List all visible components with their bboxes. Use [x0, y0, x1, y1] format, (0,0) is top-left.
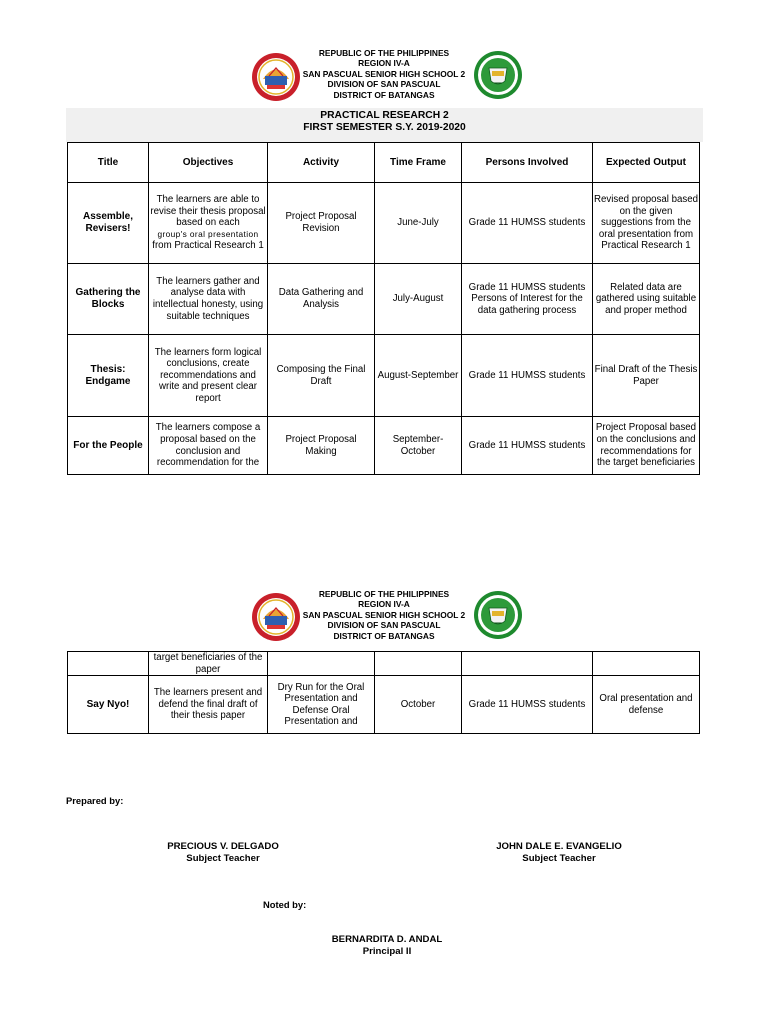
header-time-frame: Time Frame: [375, 143, 462, 183]
header-objectives: Objectives: [149, 143, 268, 183]
header-line: DISTRICT OF BATANGAS: [333, 89, 435, 100]
table-header-row: [68, 143, 700, 183]
header-line: REPUBLIC OF THE PHILIPPINES: [318, 589, 450, 599]
signatory-teacher-2: [459, 841, 659, 864]
table-row: [68, 183, 700, 264]
row-title: Gathering the Blocks: [68, 264, 149, 335]
row-time-frame: October: [375, 676, 462, 734]
objectives-text: from Practical Research 1: [152, 240, 264, 252]
row-persons: [462, 652, 593, 676]
noted-by-label: Noted by:: [263, 899, 307, 910]
row-activity: [268, 652, 375, 676]
prepared-by-label: Prepared by:: [66, 795, 124, 806]
header-expected-output: Expected Output: [593, 143, 700, 183]
header-line: SAN PASCUAL SENIOR HIGH SCHOOL 2: [302, 609, 466, 620]
signatory-name: JOHN DALE E. EVANGELIO: [496, 841, 622, 852]
row-persons: Grade 11 HUMSS students: [462, 417, 593, 475]
row-output: Related data are gathered using suitable and proper method: [593, 264, 700, 335]
row-persons: Grade 11 HUMSS students Persons of Interest for the data gathering process: [462, 264, 593, 335]
row-objectives: The learners gather and analyse data with intellectual honesty, using suitable techniques: [149, 264, 268, 335]
row-title: [68, 652, 149, 676]
row-time-frame: August-September: [375, 335, 462, 417]
row-activity: Composing the Final Draft: [268, 335, 375, 417]
row-time-frame: July-August: [375, 264, 462, 335]
row-objectives: target beneficiaries of the paper: [149, 652, 268, 676]
row-title: For the People: [68, 417, 149, 475]
header-line: REGION IV-A: [358, 58, 410, 69]
signatory-role: Subject Teacher: [186, 852, 260, 864]
header-line: REGION IV-A: [358, 599, 410, 610]
semester-title: FIRST SEMESTER S.Y. 2019-2020: [303, 122, 466, 133]
header-line: DISTRICT OF BATANGAS: [333, 630, 435, 641]
header-title: Title: [68, 143, 149, 183]
signatory-name: PRECIOUS V. DELGADO: [167, 841, 279, 852]
row-output: Project Proposal based on the conclusions and recommendations for the target beneficiaries: [593, 417, 700, 475]
row-activity: Dry Run for the Oral Presentation and Defense Oral Presentation and: [268, 676, 375, 734]
row-output: Revised proposal based on the given suggestions from the oral presentation from Practical Research 1: [593, 183, 700, 264]
objectives-text: The learners are able to revise their thesis proposal based on each: [150, 194, 266, 229]
research-plan-table: [67, 142, 700, 475]
row-output: [593, 652, 700, 676]
row-objectives: The learners compose a proposal based on the conclusion and recommendation for the: [149, 417, 268, 475]
row-activity: Project Proposal Revision: [268, 183, 375, 264]
row-title: Thesis: Endgame: [68, 335, 149, 417]
header-line: DIVISION OF SAN PASCUAL: [327, 620, 441, 631]
school-header: [234, 48, 534, 100]
course-title: PRACTICAL RESEARCH 2: [320, 110, 449, 121]
row-title: Assemble, Revisers!: [68, 183, 149, 264]
row-persons: Grade 11 HUMSS students: [462, 183, 593, 264]
table-row: [68, 652, 700, 676]
row-title: Say Nyo!: [68, 676, 149, 734]
table-row: [68, 676, 700, 734]
row-objectives: The learners present and defend the final draft of their thesis paper: [149, 676, 268, 734]
table-row: [68, 264, 700, 335]
header-activity: Activity: [268, 143, 375, 183]
row-output: Oral presentation and defense: [593, 676, 700, 734]
signatory-role: Principal II: [362, 945, 412, 957]
signatory-name: BERNARDITA D. ANDAL: [331, 934, 443, 945]
row-objectives: The learners form logical conclusions, create recommendations and write and present clear report: [149, 335, 268, 417]
row-persons: Grade 11 HUMSS students: [462, 676, 593, 734]
research-plan-table-continued: [67, 651, 700, 734]
row-output: Final Draft of the Thesis Paper: [593, 335, 700, 417]
row-objectives: [149, 183, 268, 264]
row-persons: Grade 11 HUMSS students: [462, 335, 593, 417]
signatory-principal: [287, 934, 487, 957]
signatory-role: Subject Teacher: [522, 852, 596, 864]
header-line: DIVISION OF SAN PASCUAL: [327, 79, 441, 90]
signatory-teacher-1: [123, 841, 323, 864]
row-activity: Project Proposal Making: [268, 417, 375, 475]
school-header: [234, 589, 534, 641]
row-activity: Data Gathering and Analysis: [268, 264, 375, 335]
header-line: SAN PASCUAL SENIOR HIGH SCHOOL 2: [302, 68, 466, 79]
objectives-text: group's oral presentation: [157, 228, 259, 239]
document-title: [66, 110, 703, 134]
header-persons-involved: Persons Involved: [462, 143, 593, 183]
header-line: REPUBLIC OF THE PHILIPPINES: [318, 48, 450, 58]
table-row: [68, 417, 700, 475]
row-time-frame: September-October: [375, 417, 462, 475]
row-time-frame: June-July: [375, 183, 462, 264]
table-row: [68, 335, 700, 417]
row-time-frame: [375, 652, 462, 676]
